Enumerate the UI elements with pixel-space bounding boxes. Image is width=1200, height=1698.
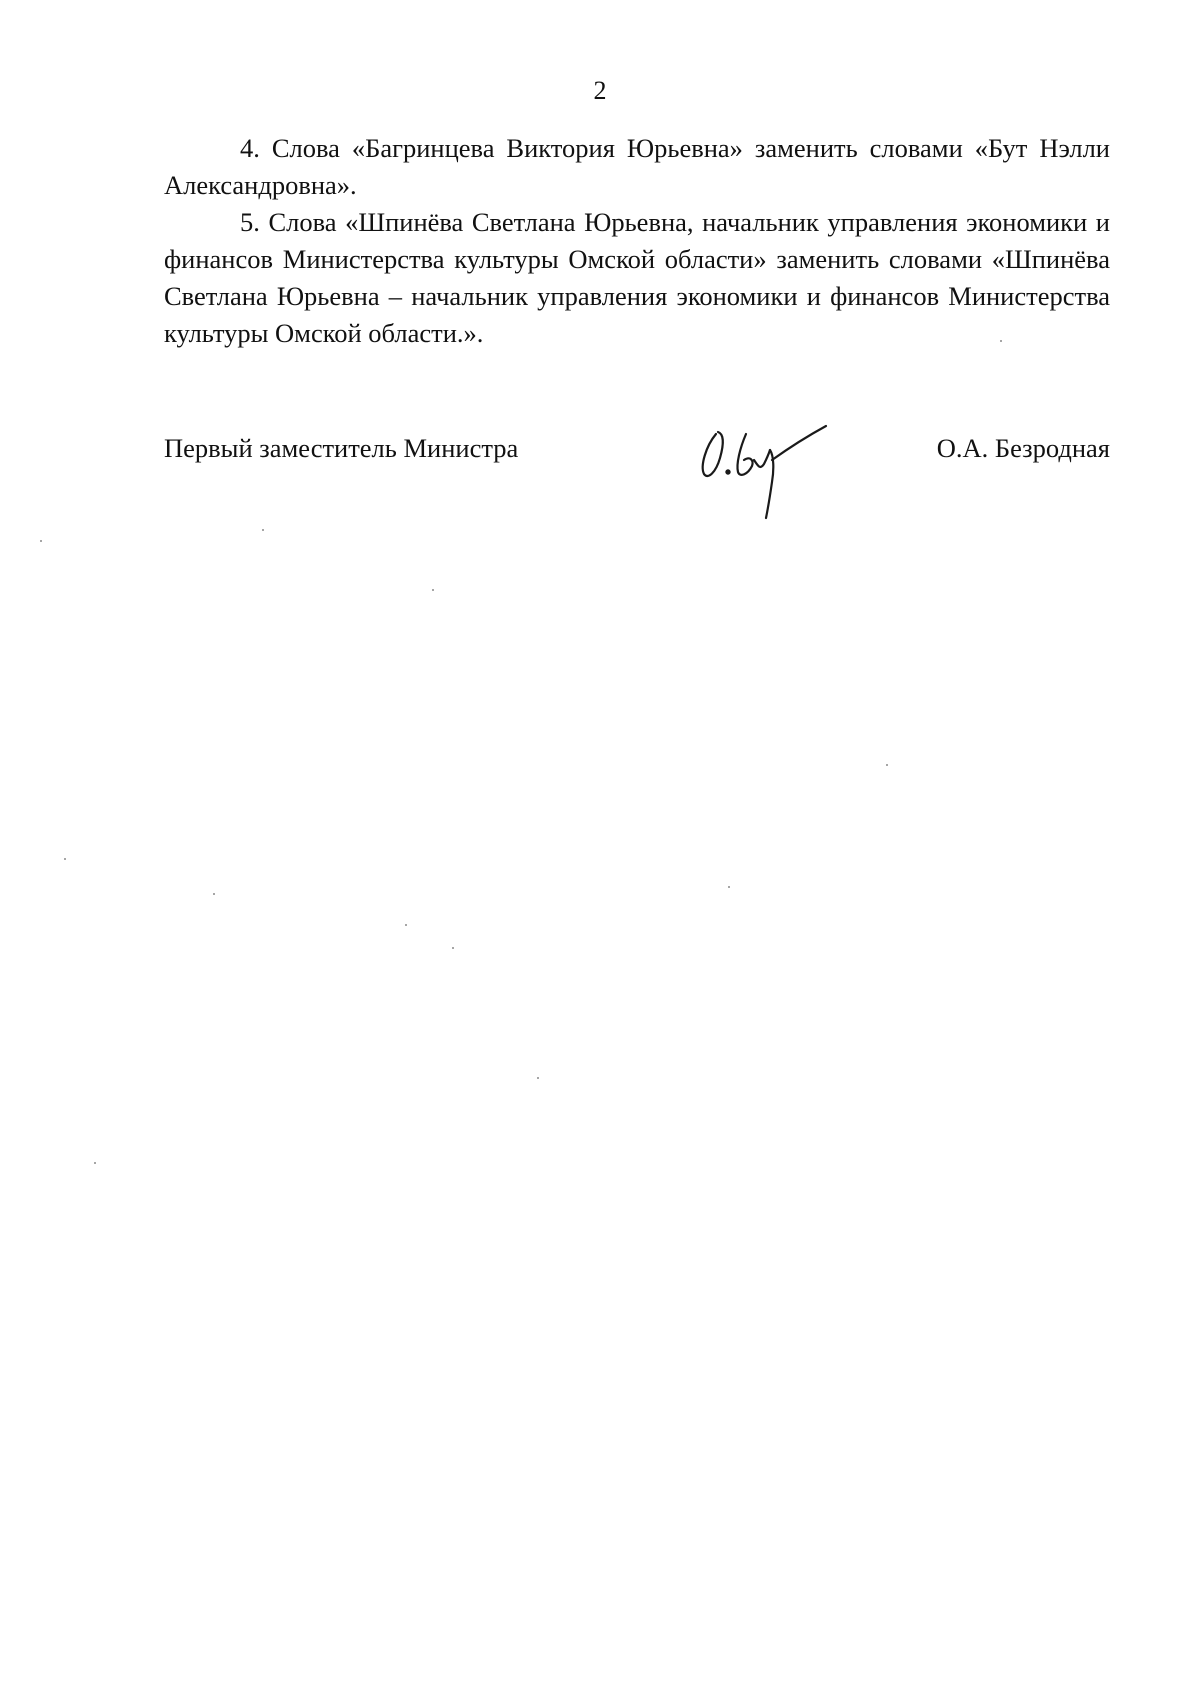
scan-speck <box>94 1162 96 1164</box>
scan-speck <box>432 589 434 591</box>
scan-speck <box>452 947 454 949</box>
signer-name: О.А. Безродная <box>936 433 1110 463</box>
scan-speck <box>537 1077 539 1079</box>
paragraph-item-5: 5. Слова «Шпинёва Светлана Юрьевна, начальник управления экономики и финансов Министерства культуры Омской области» заменить словами «Шпинёва Светлана Юрьевна – начальник управления экономики и финансов Министерства культуры Омской области.». <box>164 207 1110 348</box>
handwritten-signature <box>694 420 854 530</box>
scan-speck <box>262 529 264 531</box>
paragraph-item-4: 4. Слова «Багринцева Виктория Юрьевна» заменить словами «Бут Нэлли Александровна». <box>164 133 1110 200</box>
scan-speck <box>1000 340 1002 342</box>
scan-speck <box>40 540 42 542</box>
scan-speck <box>405 924 407 926</box>
signature-block <box>164 430 1110 530</box>
page-number: 2 <box>593 76 607 105</box>
scan-speck <box>728 886 730 888</box>
scan-speck <box>886 764 888 766</box>
signer-title: Первый заместитель Министра <box>164 433 519 463</box>
document-body <box>164 130 1110 352</box>
scan-speck <box>64 858 66 860</box>
scan-speck <box>213 893 215 895</box>
